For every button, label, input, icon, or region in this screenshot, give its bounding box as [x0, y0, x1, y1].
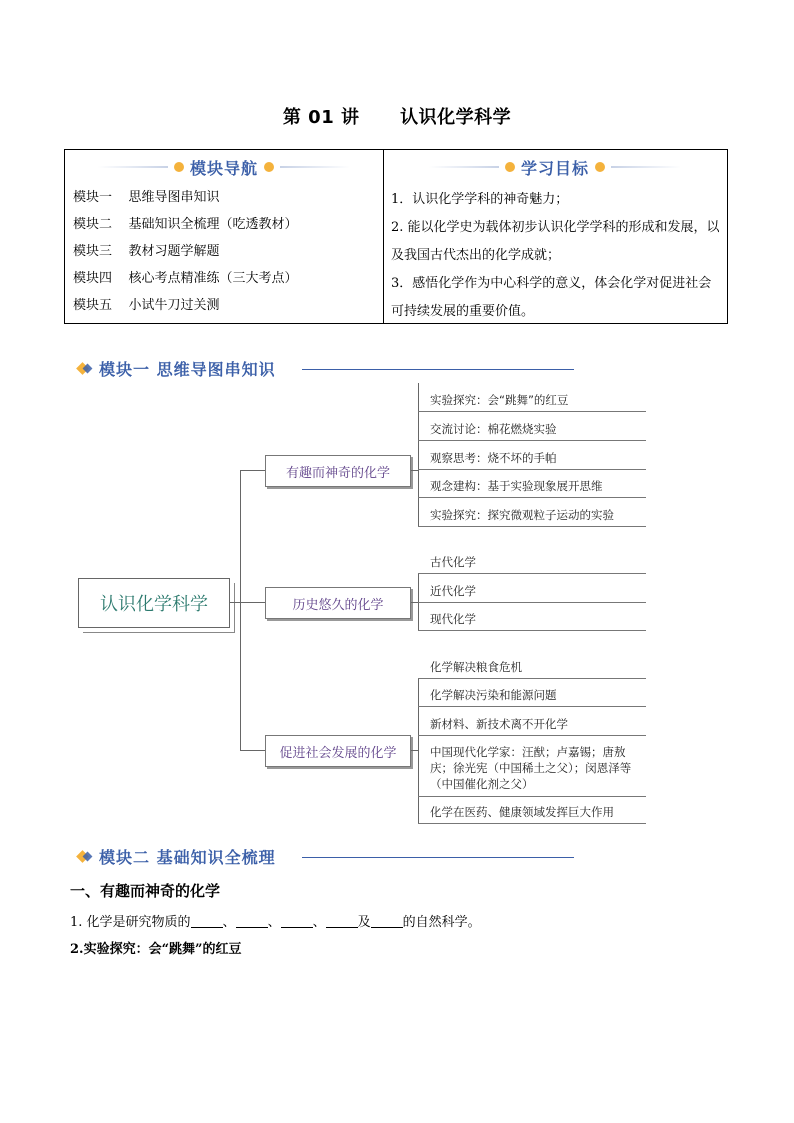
- header-rule-right: [280, 166, 350, 168]
- leaf-rule: [418, 440, 646, 441]
- mindmap-leaf: 中国现代化学家：汪猷；卢嘉锡；唐敖庆；徐光宪（中国稀土之父）；闵恩泽等（中国催化剂之父）: [430, 745, 632, 791]
- mindmap-leaf: 观念建构：基于实验现象展开思维: [430, 479, 603, 493]
- bullet-dot-icon: [595, 162, 605, 172]
- separator: 、: [267, 915, 281, 930]
- module-item: [73, 292, 298, 319]
- header-rule-left: [429, 166, 499, 168]
- section-title: 模块一 思维导图串知识: [99, 359, 276, 379]
- connector: [229, 602, 240, 603]
- leaf-rule: [418, 706, 646, 707]
- leaf-rule: [418, 602, 646, 603]
- bullet-dot-icon: [264, 162, 274, 172]
- separator: 、: [222, 915, 236, 930]
- module-name: 思维导图串知识: [128, 190, 220, 205]
- section-rule: [302, 369, 574, 370]
- connector: [418, 678, 419, 824]
- learning-goals-title: 学习目标: [520, 158, 589, 178]
- mindmap-leaf: 实验探究：会“跳舞”的红豆: [430, 393, 569, 407]
- connector: [240, 602, 265, 603]
- learning-goals-header: [383, 155, 727, 179]
- question-2: 2.实验探究：会“跳舞”的红豆: [70, 942, 242, 957]
- header-rule-left: [98, 166, 168, 168]
- leaf-rule: [418, 630, 646, 631]
- question-1: [70, 911, 481, 930]
- question-text: 的自然科学。: [402, 915, 481, 930]
- subsection-heading: 一、有趣而神奇的化学: [70, 882, 221, 900]
- mindmap-leaf: 古代化学: [430, 555, 476, 569]
- bullet-dot-icon: [174, 162, 184, 172]
- module-item: [73, 265, 298, 292]
- module-number: 模块五: [73, 298, 113, 313]
- mindmap-leaf: 化学解决污染和能源问题: [430, 688, 557, 702]
- fill-blank[interactable]: [191, 914, 223, 928]
- mindmap-leaf: 化学在医药、健康领域发挥巨大作用: [430, 805, 614, 819]
- mindmap-leaf: 现代化学: [430, 612, 476, 626]
- leaf-rule: [418, 526, 646, 527]
- fill-blank[interactable]: [371, 914, 403, 928]
- section-header-1: [78, 357, 578, 379]
- module-name: 小试牛刀过关测: [128, 298, 220, 313]
- mindmap-root: 认识化学科学: [78, 578, 230, 628]
- mindmap-leaf: 交流讨论：棉花燃烧实验: [430, 422, 557, 436]
- connector: [240, 750, 265, 751]
- mindmap-branch: 促进社会发展的化学: [265, 735, 411, 767]
- fill-blank[interactable]: [326, 914, 358, 928]
- module-number: 模块一: [73, 190, 113, 205]
- fill-blank[interactable]: [281, 914, 313, 928]
- module-name: 教材习题学解题: [128, 244, 220, 259]
- section-header-2: [78, 845, 578, 867]
- leaf-rule: [418, 411, 646, 412]
- module-nav-title: 模块导航: [189, 158, 258, 178]
- fill-blank[interactable]: [236, 914, 268, 928]
- mindmap-branch: 历史悠久的化学: [265, 587, 411, 619]
- mindmap-leaf: 实验探究：探究微观粒子运动的实验: [430, 508, 614, 522]
- mindmap-leaf: 观察思考：烧不坏的手帕: [430, 451, 557, 465]
- connector: [411, 750, 418, 751]
- leaf-rule: [418, 497, 646, 498]
- module-nav-table: [64, 149, 728, 324]
- connector: [240, 470, 265, 471]
- connector: [418, 383, 419, 526]
- leaf-rule: [418, 469, 646, 470]
- module-item: [73, 238, 298, 265]
- section-rule: [302, 857, 574, 858]
- leaf-rule: [418, 678, 646, 679]
- goal-item: 1．认识化学学科的神奇魅力；: [391, 192, 569, 207]
- mindmap-leaf: 近代化学: [430, 584, 476, 598]
- learning-goals-list: [391, 186, 723, 326]
- mindmap-leaf: 化学解决粮食危机: [430, 660, 522, 674]
- module-item: [73, 184, 298, 211]
- separator: 、: [312, 915, 326, 930]
- module-list: [73, 184, 298, 319]
- leaf-rule: [418, 573, 646, 574]
- header-rule-right: [611, 166, 681, 168]
- module-number: 模块三: [73, 244, 113, 259]
- module-item: [73, 211, 298, 238]
- leaf-rule: [418, 796, 646, 797]
- mindmap-leaf: 新材料、新技术离不开化学: [430, 717, 568, 731]
- leaf-rule: [418, 823, 646, 824]
- module-name: 核心考点精准练（三大考点）: [128, 271, 298, 286]
- goal-item: 2. 能以化学史为载体初步认识化学学科的形成和发展，以及我国古代杰出的化学成就；: [391, 220, 720, 263]
- bullet-dot-icon: [505, 162, 515, 172]
- separator: 及: [357, 915, 371, 930]
- connector: [240, 470, 241, 750]
- connector: [411, 602, 418, 603]
- module-nav-header: [65, 155, 383, 179]
- module-number: 模块四: [73, 271, 113, 286]
- page-title: 第 01 讲 认识化学科学: [282, 107, 512, 128]
- connector: [411, 470, 418, 471]
- section-title: 模块二 基础知识全梳理: [99, 847, 276, 867]
- question-text: 1. 化学是研究物质的: [70, 915, 191, 930]
- module-name: 基础知识全梳理（吃透教材）: [128, 217, 298, 232]
- module-number: 模块二: [73, 217, 113, 232]
- mindmap-branch: 有趣而神奇的化学: [265, 455, 411, 487]
- goal-item: 3．感悟化学作为中心科学的意义，体会化学对促进社会可持续发展的重要价值。: [391, 276, 712, 319]
- leaf-rule: [418, 735, 646, 736]
